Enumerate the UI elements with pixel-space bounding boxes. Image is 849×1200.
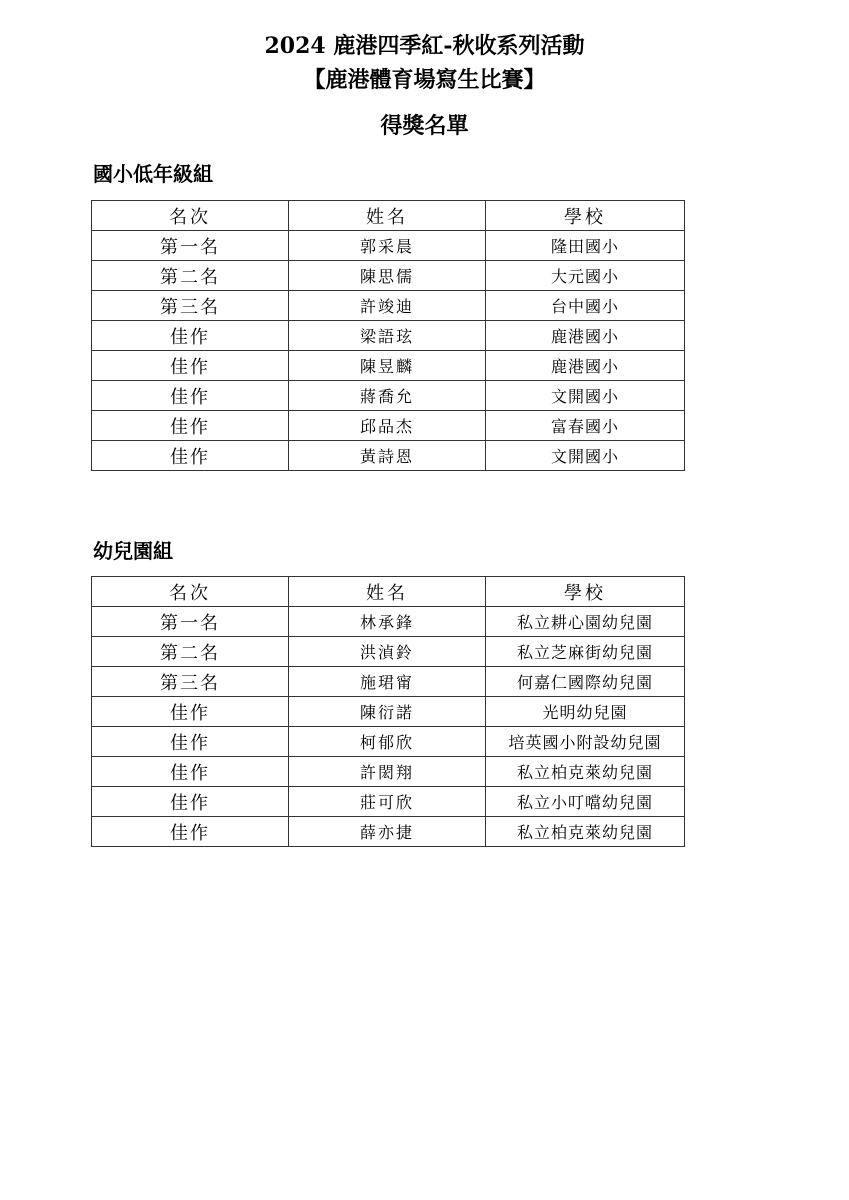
name-cell: 柯郁欣	[289, 727, 486, 757]
group-heading-kindergarten: 幼兒園組	[93, 539, 173, 563]
rank-cell: 第二名	[92, 261, 289, 291]
table-row	[92, 817, 685, 847]
table-row	[92, 441, 685, 471]
school-cell: 光明幼兒園	[486, 697, 685, 727]
school-cell: 私立柏克萊幼兒園	[486, 757, 685, 787]
column-header-rank: 名次	[92, 201, 289, 231]
rank-cell: 佳作	[92, 727, 289, 757]
school-cell: 培英國小附設幼兒園	[486, 727, 685, 757]
awards-table-elementary	[91, 200, 685, 471]
event-subtitle: 【鹿港體育場寫生比賽】	[303, 67, 546, 93]
table-header-row	[92, 201, 685, 231]
table-row	[92, 411, 685, 441]
table-row	[92, 321, 685, 351]
school-cell: 鹿港國小	[486, 321, 685, 351]
column-header-rank: 名次	[92, 577, 289, 607]
name-cell: 林承鋒	[289, 607, 486, 637]
name-cell: 施珺甯	[289, 667, 486, 697]
table-header-row	[92, 577, 685, 607]
name-cell: 梁語玹	[289, 321, 486, 351]
school-cell: 鹿港國小	[486, 351, 685, 381]
table-row	[92, 757, 685, 787]
column-header-name: 姓名	[289, 201, 486, 231]
name-cell: 黃詩恩	[289, 441, 486, 471]
table-row	[92, 261, 685, 291]
name-cell: 陳衍諾	[289, 697, 486, 727]
rank-cell: 第一名	[92, 231, 289, 261]
school-cell: 文開國小	[486, 441, 685, 471]
table-row	[92, 231, 685, 261]
name-cell: 洪湞鈴	[289, 637, 486, 667]
table-row	[92, 607, 685, 637]
column-header-name: 姓名	[289, 577, 486, 607]
table-row	[92, 667, 685, 697]
table-row	[92, 697, 685, 727]
name-cell: 許竣迪	[289, 291, 486, 321]
awards-table-kindergarten	[91, 576, 685, 847]
rank-cell: 第三名	[92, 291, 289, 321]
group-heading-elementary: 國小低年級組	[93, 162, 213, 186]
name-cell: 邱品杰	[289, 411, 486, 441]
rank-cell: 佳作	[92, 697, 289, 727]
school-cell: 私立小叮噹幼兒園	[486, 787, 685, 817]
rank-cell: 佳作	[92, 351, 289, 381]
name-cell: 許閎翔	[289, 757, 486, 787]
table-row	[92, 291, 685, 321]
name-cell: 莊可欣	[289, 787, 486, 817]
rank-cell: 佳作	[92, 381, 289, 411]
column-header-school: 學校	[486, 577, 685, 607]
table-row	[92, 787, 685, 817]
school-cell: 私立芝麻街幼兒園	[486, 637, 685, 667]
rank-cell: 第二名	[92, 637, 289, 667]
table-row	[92, 637, 685, 667]
school-cell: 富春國小	[486, 411, 685, 441]
school-cell: 文開國小	[486, 381, 685, 411]
rank-cell: 佳作	[92, 787, 289, 817]
name-cell: 薛亦捷	[289, 817, 486, 847]
rank-cell: 佳作	[92, 441, 289, 471]
rank-cell: 佳作	[92, 757, 289, 787]
school-cell: 隆田國小	[486, 231, 685, 261]
rank-cell: 第三名	[92, 667, 289, 697]
school-cell: 何嘉仁國際幼兒園	[486, 667, 685, 697]
table-row	[92, 381, 685, 411]
name-cell: 陳昱麟	[289, 351, 486, 381]
document-title: 2024 鹿港四季紅-秋收系列活動	[264, 33, 585, 59]
rank-cell: 佳作	[92, 321, 289, 351]
column-header-school: 學校	[486, 201, 685, 231]
table-row	[92, 351, 685, 381]
name-cell: 郭采晨	[289, 231, 486, 261]
table-row	[92, 727, 685, 757]
rank-cell: 第一名	[92, 607, 289, 637]
name-cell: 陳思儒	[289, 261, 486, 291]
name-cell: 蔣喬允	[289, 381, 486, 411]
school-cell: 台中國小	[486, 291, 685, 321]
rank-cell: 佳作	[92, 817, 289, 847]
school-cell: 私立柏克萊幼兒園	[486, 817, 685, 847]
rank-cell: 佳作	[92, 411, 289, 441]
school-cell: 大元國小	[486, 261, 685, 291]
school-cell: 私立耕心園幼兒園	[486, 607, 685, 637]
winners-list-heading: 得獎名單	[380, 113, 469, 139]
